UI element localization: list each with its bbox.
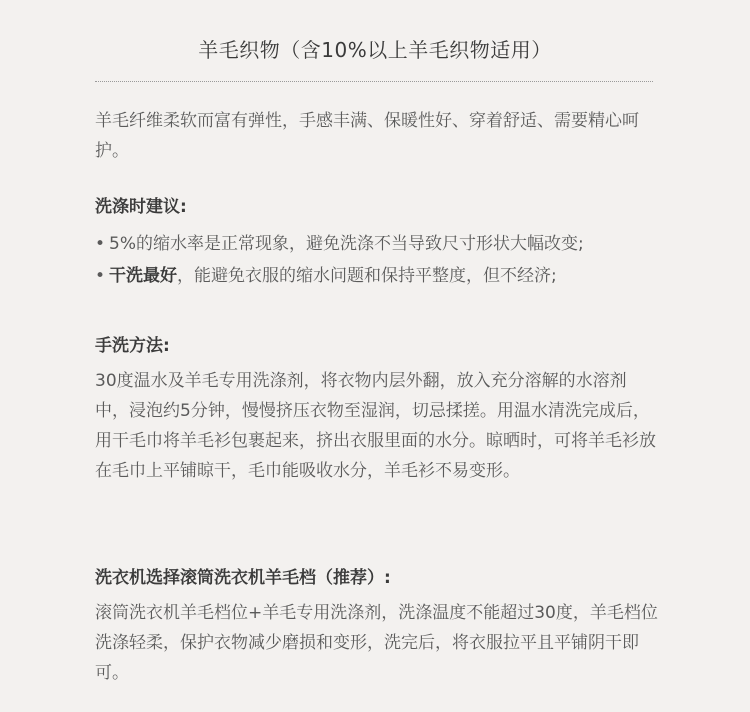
wash-advice-heading: 洗涤时建议: <box>95 197 187 217</box>
hand-wash-paragraph: 30度温水及羊毛专用洗涤剂，将衣物内层外翻，放入充分溶解的水溶剂中，浸泡约5分钟，慢慢挤压衣物至湿润，切忌揉搓。用温水清洗完成后，用干毛巾将羊毛衫包裹起来，挤出衣服里面的水分。晾晒时，可将羊毛衫放在毛巾上平铺晾干，毛巾能吸收水分，羊毛衫不易变形。 <box>95 371 656 481</box>
bullet-item-1 <box>95 229 665 259</box>
bullet-dot: • <box>95 266 106 286</box>
bullet-text: 5%的缩水率是正常现象，避免洗涤不当导致尺寸形状大幅改变; <box>109 234 584 254</box>
page-title: 羊毛织物（含10%以上羊毛织物适用） <box>198 38 552 62</box>
dotted-divider <box>95 81 653 82</box>
bullet-item-2 <box>95 261 665 291</box>
bullet-text: ，能避免衣服的缩水问题和保持平整度，但不经济; <box>177 266 557 286</box>
bullet-bold-text: 干洗最好 <box>109 266 177 286</box>
intro-paragraph: 羊毛纤维柔软而富有弹性，手感丰满、保暖性好、穿着舒适、需要精心呵护。 <box>95 111 639 161</box>
machine-wash-heading: 洗衣机选择滚筒洗衣机羊毛档（推荐）: <box>95 568 391 588</box>
machine-wash-paragraph: 滚筒洗衣机羊毛档位+羊毛专用洗涤剂，洗涤温度不能超过30度，羊毛档位洗涤轻柔，保护衣物减少磨损和变形，洗完后，将衣服拉平且平铺阴干即可。 <box>95 603 658 683</box>
bullet-dot: • <box>95 234 106 254</box>
hand-wash-heading: 手洗方法: <box>95 336 170 356</box>
